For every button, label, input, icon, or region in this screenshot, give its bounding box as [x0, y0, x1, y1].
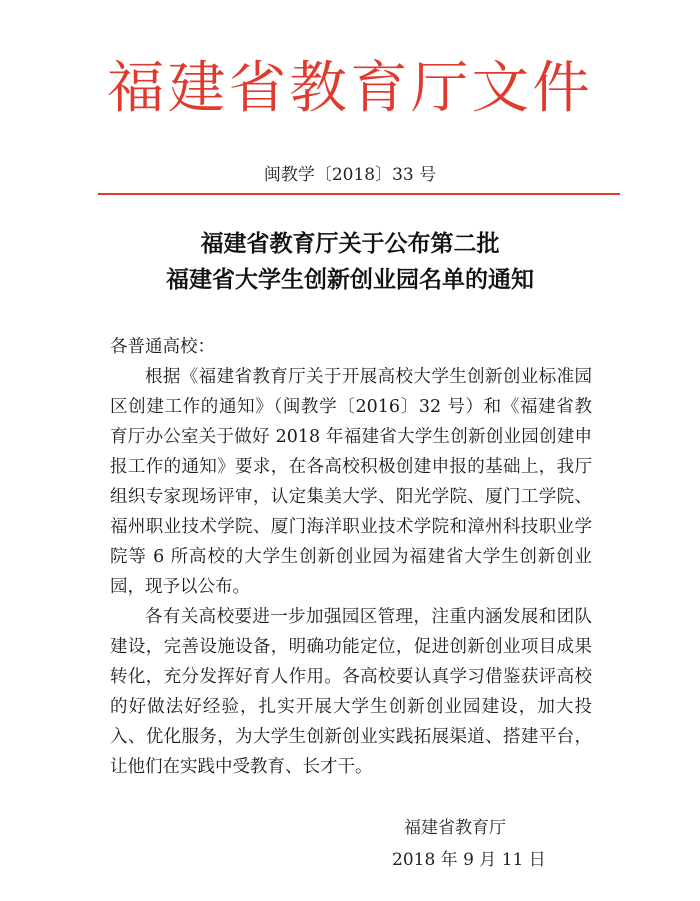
document-header-title: 福建省教育厅文件 [106, 56, 594, 121]
body-paragraph-1: 根据《福建省教育厅关于开展高校大学生创新创业标准园区创建工作的通知》（闽教学〔2016〕32 号）和《福建省教育厅办公室关于做好 2018 年福建省大学生创新创业园创建申报工作的通知》要求，在各高校积极创建申报的基础上，我厅组织专家现场评审，认定集美大学、阳光学院、厦门工学院、福州职业技术学院、厦门海洋职业技术学院和漳州科技职业学院等 6 所高校的大学生创新创业园为福建省大学生创新创业园，现予以公布。 [110, 367, 592, 597]
notice-title-line-1: 福建省教育厅关于公布第二批 [200, 230, 500, 257]
notice-title [0, 226, 700, 298]
notice-body [110, 332, 592, 782]
issue-date: 2018 年 9 月 11 日 [392, 850, 546, 870]
issuer-signature: 福建省教育厅 [404, 818, 506, 838]
document-number: 闽教学〔2018〕33 号 [263, 165, 437, 185]
notice-title-line-2: 福建省大学生创新创业园名单的通知 [166, 266, 534, 293]
salutation: 各普通高校： [110, 337, 215, 357]
body-paragraph-2: 各有关高校要进一步加强园区管理，注重内涵发展和团队建设，完善设施设备，明确功能定位，促进创新创业项目成果转化，充分发挥好育人作用。各高校要认真学习借鉴获评高校的好做法好经验，扎实开展大学生创新创业园建设，加大投入、优化服务，为大学生创新创业实践拓展渠道、搭建平台，让他们在实践中受教育、长才干。 [110, 607, 592, 777]
red-divider-rule [98, 193, 620, 195]
